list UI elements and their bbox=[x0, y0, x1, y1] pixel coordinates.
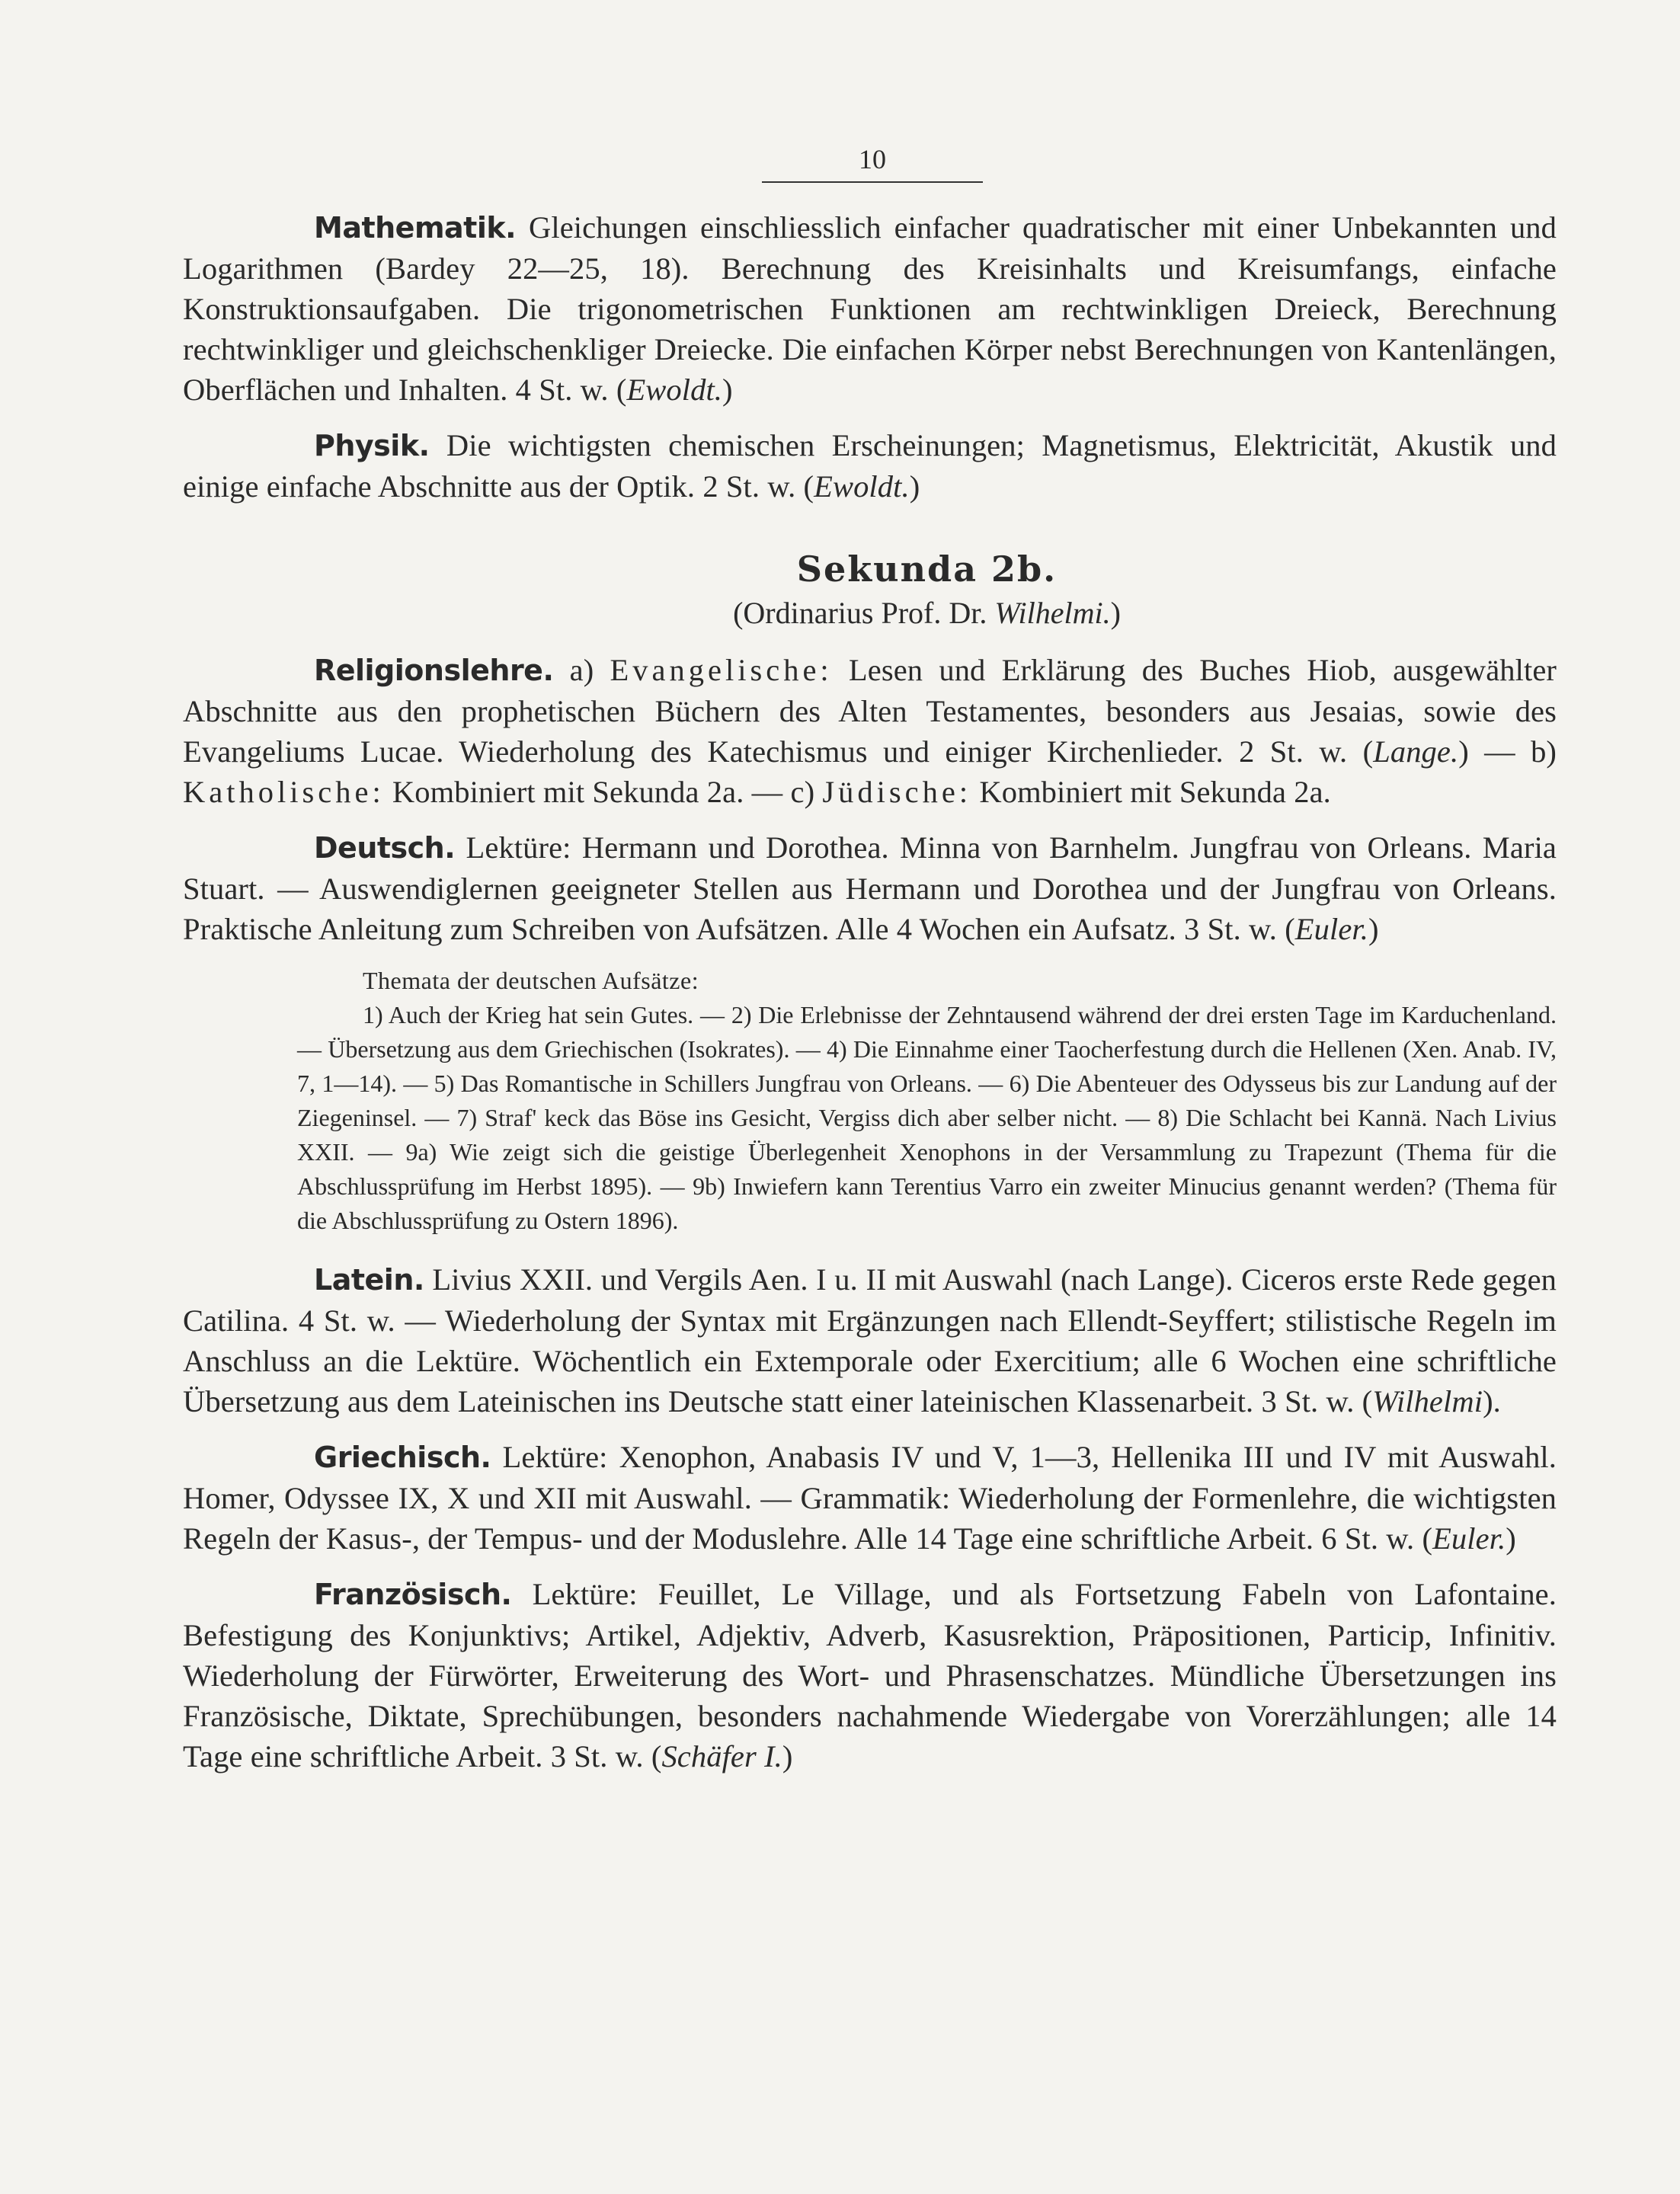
paragraph-text: Lesen und Erklärung des Buches Hiob, ausgewählter Abschnitte aus den prophetischen Büchern des Alten Testamentes, besonders aus Jesaias, sowie des Evangeliums Lucae. Wiederholung des Katechismus und einiger Kirchenlieder. 2 St. w. ( bbox=[183, 653, 1557, 769]
paragraph-text: Kombiniert mit Sekunda 2a. — c) bbox=[384, 775, 823, 809]
teacher-name: Wilhelmi bbox=[1372, 1384, 1483, 1418]
paragraph-text: a) bbox=[553, 653, 610, 687]
content-column bbox=[183, 207, 1557, 1792]
denomination-evangelisch: Evangelische: bbox=[610, 653, 833, 687]
paren-close: ). bbox=[1483, 1384, 1501, 1418]
deutsch-paragraph bbox=[183, 827, 1557, 949]
ordinarius-suffix: ) bbox=[1110, 596, 1121, 630]
paragraph-text: Die wichtigsten chemischen Erscheinungen; Magnetismus, Elektricität, Akustik und einige einfache Abschnitte aus der Optik. 2 St. w. ( bbox=[183, 428, 1557, 504]
paren-close: ) bbox=[1368, 912, 1379, 946]
teacher-name: Lange. bbox=[1373, 734, 1459, 769]
subject-heading: Deutsch. bbox=[314, 831, 456, 865]
teacher-name: Ewoldt. bbox=[626, 373, 723, 407]
subject-heading: Griechisch. bbox=[314, 1441, 491, 1474]
paragraph-text: Livius XXII. und Vergils Aen. I u. II mit Auswahl (nach Lange). Ciceros erste Rede gegen Catilina. 4 St. w. — Wiederholung der Syntax mit Ergänzungen nach Ellendt-Seyffert; stilistische Regeln im Anschluss an die Lektüre. Wöchentlich ein Extemporale oder Exercitium; alle 6 Wochen eine schriftliche Übersetzung aus dem Lateinischen ins Deutsche statt einer lateinischen Klassenarbeit. 3 St. w. ( bbox=[183, 1262, 1557, 1418]
paragraph-text: Lektüre: Hermann und Dorothea. Minna von Barnhelm. Jungfrau von Orleans. Maria Stuart. — Auswendiglernen geeigneter Stellen aus Hermann und Dorothea und der Jungfrau von Orleans. Praktische Anleitung zum Schreiben von Aufsätzen. Alle 4 Wochen ein Aufsatz. 3 St. w. ( bbox=[183, 830, 1557, 946]
denomination-katholisch: Katholische: bbox=[183, 775, 385, 809]
subject-heading: Physik. bbox=[314, 429, 430, 462]
page-number: 10 bbox=[859, 144, 886, 174]
paragraph-text: Kombiniert mit Sekunda 2a. bbox=[971, 775, 1331, 809]
griechisch-paragraph bbox=[183, 1437, 1557, 1559]
mathematik-paragraph bbox=[183, 207, 1557, 410]
class-ordinarius bbox=[183, 592, 1557, 635]
teacher-name: Schäfer I. bbox=[661, 1739, 782, 1773]
ordinarius-name: Wilhelmi. bbox=[994, 596, 1111, 630]
denomination-juedisch: Jüdische: bbox=[822, 775, 972, 809]
subject-heading: Religionslehre. bbox=[314, 654, 554, 687]
paragraph-text: ) — b) bbox=[1458, 734, 1557, 769]
teacher-name: Euler. bbox=[1294, 912, 1368, 946]
essay-topics-list: 1) Auch der Krieg hat sein Gutes. — 2) Die Erlebnisse der Zehntausend während der drei ersten Tage im Karduchenland. — Übersetzung aus dem Griechischen (Isokrates). — 4) Die Einnahme einer Taocherfestung durch die Hellenen (Xen. Anab. IV, 7, 1—14). — 5) Das Romantische in Schillers Jungfrau von Orleans. — 6) Die Abenteuer des Odysseus bis zur Landung auf der Ziegeninsel. — 7) Straf' keck das Böse ins Gesicht, Vergiss dich aber selber nicht. — 8) Die Schlacht bei Kannä. Nach Livius XXII. — 9a) Wie zeigt sich die geistige Überlegenheit Xenophons in der Versammlung zu Trapezunt (Thema für die Abschlussprüfung im Herbst 1895). — 9b) Inwiefern kann Terentius Varro ein zweiter Minucius genannt werden? (Thema für die Abschlussprüfung zu Ostern 1896). bbox=[297, 1001, 1557, 1234]
physik-paragraph bbox=[183, 425, 1557, 507]
essay-topics bbox=[183, 964, 1557, 1238]
paren-close: ) bbox=[722, 373, 733, 407]
page-number-rule bbox=[762, 181, 983, 183]
subject-heading: Latein. bbox=[314, 1263, 424, 1297]
paragraph-text: Lektüre: Xenophon, Anabasis IV und V, 1—3, Hellenika III und IV mit Auswahl. Homer, Odyssee IX, X und XII mit Auswahl. — Grammatik: Wiederholung der Formenlehre, die wichtigsten Regeln der Kasus-, der Tempus- und der Moduslehre. Alle 14 Tage eine schriftliche Arbeit. 6 St. w. ( bbox=[183, 1440, 1557, 1556]
paren-close: ) bbox=[1506, 1521, 1516, 1556]
subject-heading: Französisch. bbox=[314, 1578, 512, 1611]
franzoesisch-paragraph bbox=[183, 1574, 1557, 1777]
ordinarius-prefix: (Ordinarius Prof. Dr. bbox=[733, 596, 995, 630]
paren-close: ) bbox=[782, 1739, 793, 1773]
subject-heading: Mathematik. bbox=[314, 211, 517, 245]
paragraph-text: Lektüre: Feuillet, Le Village, und als Fortsetzung Fabeln von Lafontaine. Befestigung des Konjunktivs; Artikel, Adjektiv, Adverb, Kasusrektion, Präpositionen, Particip, Infinitiv. Wiederholung der Fürwörter, Erweiterung des Wort- und Phrasenschatzes. Mündliche Übersetzungen ins Französische, Diktate, Sprechübungen, besonders nachahmende Wiedergabe von Vorerzählungen; alle 14 Tage eine schriftliche Arbeit. 3 St. w. ( bbox=[183, 1577, 1557, 1773]
teacher-name: Ewoldt. bbox=[814, 469, 910, 504]
paragraph-text: Gleichungen einschliesslich einfacher quadratischer mit einer Unbekannten und Logarithmen (Bardey 22—25, 18). Berechnung des Kreisinhalts und Kreisumfangs, einfache Konstruktionsaufgaben. Die trigonometrischen Funktionen am rechtwinkligen Dreieck, Berechnung rechtwinkliger und gleichschenkliger Dreiecke. Die einfachen Körper nebst Berechnungen von Kantenlängen, Oberflächen und Inhalten. 4 St. w. ( bbox=[183, 210, 1557, 407]
latein-paragraph bbox=[183, 1259, 1557, 1422]
religion-paragraph bbox=[183, 650, 1557, 812]
essay-topics-heading: Themata der deutschen Aufsätze: bbox=[363, 967, 699, 994]
teacher-name: Euler. bbox=[1432, 1521, 1506, 1556]
paren-close: ) bbox=[909, 469, 920, 504]
class-heading: Sekunda 2b. bbox=[796, 548, 1058, 590]
